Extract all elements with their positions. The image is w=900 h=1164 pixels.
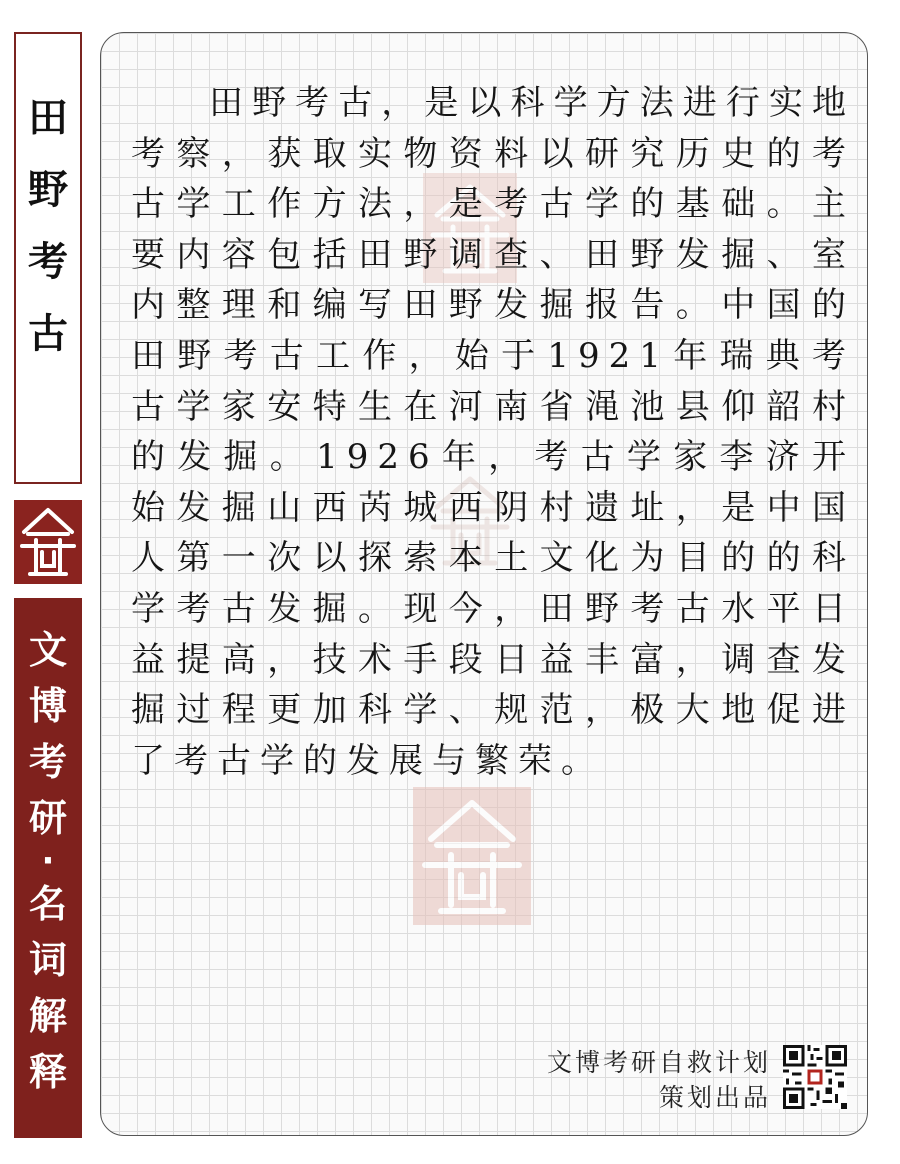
- series-char: 词: [28, 938, 67, 982]
- content-card: [100, 32, 868, 1136]
- title-char: 考: [28, 239, 68, 285]
- series-char: 博: [28, 684, 67, 728]
- qr-code-icon[interactable]: [783, 1045, 847, 1109]
- series-char: 释: [28, 1050, 67, 1094]
- series-label: [14, 598, 82, 1138]
- credit: [547, 1045, 771, 1115]
- title-char: 田: [28, 95, 68, 141]
- series-char: 名: [28, 882, 67, 926]
- credit-line1: 文博考研自救计划: [546, 1048, 771, 1077]
- series-char: 解: [28, 994, 67, 1038]
- title-char: 古: [28, 311, 68, 357]
- credit-line2: 策划出品: [658, 1083, 771, 1112]
- definition-text: 田野考古，是以科学方法进行实地考察，获取实物资料以研究历史的考古学工作方法，是考古学的基础。主要内容包括田野调查、田野发掘、室内整理和编写田野发掘报告。中国的田野考古工作，始于1921年瑞典考古学家安特生在河南省渑池县仰韶村的发掘。1926年，考古学家李济开始发掘山西芮城西阴村遗址，是中国人第一次以探索本土文化为目的的科学考古发掘。现今，田野考古水平日益提高，技术手段日益丰富，调查发掘过程更加科学、规范，极大地促进了考古学的发展与繁荣。: [131, 83, 855, 781]
- title-char: 野: [28, 167, 68, 213]
- title-box: [14, 32, 82, 484]
- seal-logo-icon: [14, 500, 82, 584]
- seal-watermark-icon: [413, 787, 531, 925]
- series-char: 研: [28, 796, 67, 840]
- series-separator: ·: [41, 841, 55, 881]
- series-char: 考: [28, 740, 67, 784]
- series-char: 文: [28, 628, 67, 672]
